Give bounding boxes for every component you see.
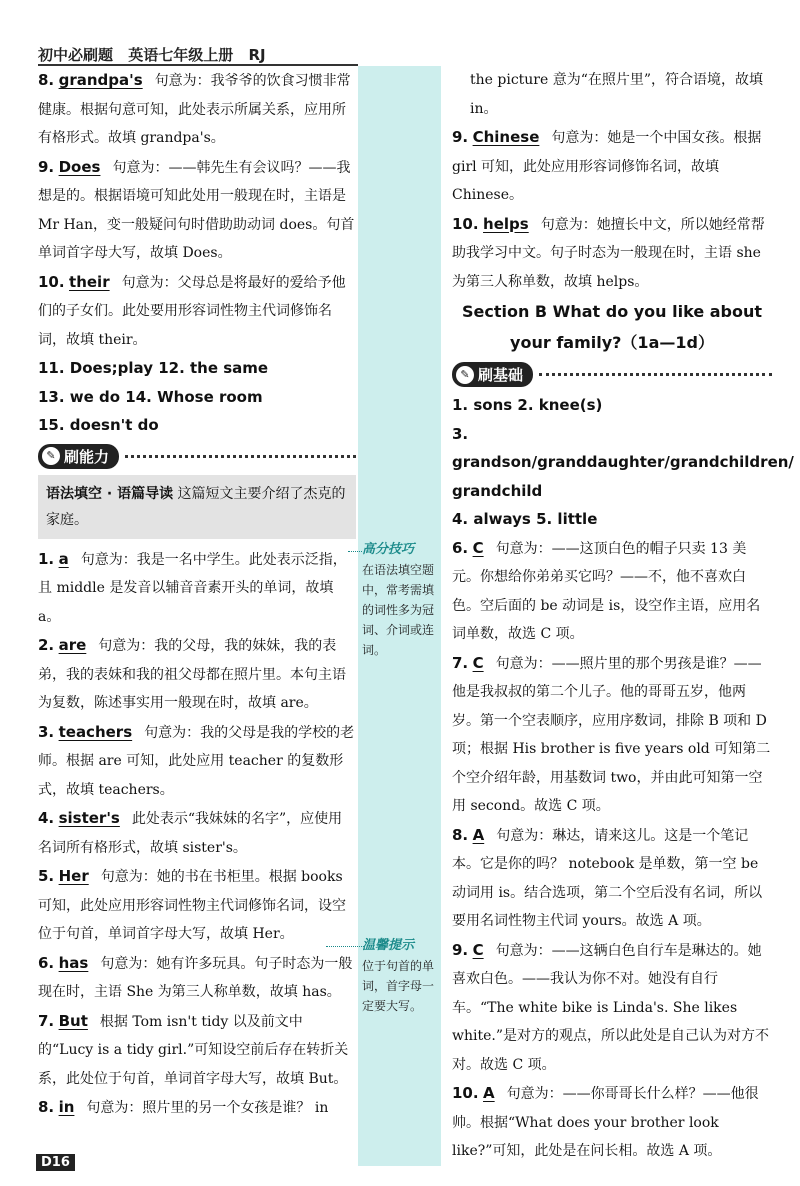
continued-text: the picture 意为“在照片里”，符合语境，故填 in。 (470, 72, 764, 117)
badge-ability: ✎ 刷能力 (38, 444, 119, 469)
item-number: 1. (38, 549, 55, 568)
tip-title: 高分技巧 (362, 542, 415, 557)
answer-item (452, 1079, 772, 1166)
item-number: 9. (38, 157, 55, 176)
section-head-ability (38, 444, 356, 469)
answer-item (38, 268, 356, 355)
item-explanation: 句意为：她的书在书柜里。根据 books 可知，此处应用形容词性物主代词修饰名词，设空位于句首，单词首字母大写，故填 Her。 (38, 869, 346, 942)
tip-high-score (362, 540, 440, 660)
answer-item (452, 936, 772, 1080)
answer-item (38, 1093, 356, 1123)
short-answer-line: 1. sons 2. knee(s) (452, 396, 603, 414)
short-answer-line: 13. we do 14. Whose room (38, 387, 263, 406)
item-explanation: 句意为：——你哥哥长什么样？——他很帅。根据“What does your brother look like?”可知，此处是在问长相。故选 A 项。 (452, 1086, 759, 1159)
section-head-basic (452, 362, 772, 387)
answer-item (452, 123, 772, 210)
item-answer: C (472, 653, 484, 672)
answer-item (38, 153, 356, 268)
answer-item (452, 210, 772, 297)
answer-item (452, 821, 772, 936)
tip-reminder (362, 936, 440, 1016)
tip-text: 位于句首的单词，首字母一定要大写。 (362, 959, 435, 1013)
item-number: 7. (38, 1011, 55, 1030)
dotted-rule (125, 455, 356, 458)
item-explanation: 句意为：——这辆白色自行车是琳达的。她喜欢白色。——我认为你不对。她没有自行车。“The white bike is Linda's. She likes white.”是对方的观点，所以此处是自己认为对方不对。故选 C 项。 (452, 942, 769, 1073)
item-explanation: 句意为：我是一名中学生。此处表示泛指，且 middle 是发音以辅音音素开头的单词，故填 a。 (38, 551, 347, 625)
item-answer: a (58, 549, 69, 568)
item-number: 5. (38, 867, 55, 885)
item-number: 10. (452, 214, 479, 233)
tip-arrow (326, 946, 362, 947)
item-number: 8. (38, 1098, 55, 1116)
item-answer: Does (58, 157, 101, 176)
item-explanation: 句意为：琳达，请来这儿。这是一个笔记本。它是你的吗？ notebook 是单数，第一空 be 动词用 is。结合选项，第二个空后没有名词，所以要用名词性物主代词 yours。故选 A 项。 (452, 827, 763, 929)
item-explanation: 句意为：——照片里的那个男孩是谁？——他是我叔叔的第二个儿子。他的哥哥五岁，他两岁。第一个空表顺序，应用序数词，排除 B 项和 D 项；根据 His brother is five years old 可知第二个空介绍年龄，用基数词 two，并由此可知第一空用 second。故选 C 项。 (452, 655, 771, 814)
badge-basic: ✎ 刷基础 (452, 362, 533, 387)
subject-title: 英语七年级上册 (128, 46, 234, 64)
answer-item (452, 534, 772, 649)
item-number: 9. (452, 128, 469, 146)
answer-item (38, 1007, 356, 1094)
item-answer: Chinese (472, 128, 540, 146)
answer-item (38, 862, 356, 949)
item-explanation: 句意为：我爷爷的饮食习惯非常健康。根据句意可知，此处表示所属关系，应用所有格形式。故填 grandpa's。 (38, 73, 351, 146)
pen-icon: ✎ (456, 366, 474, 384)
item-explanation: 句意为：她有许多玩具。句子时态为一般现在时，主语 She 为第三人称单数，故填 has。 (38, 955, 353, 1000)
answer-item (38, 631, 356, 718)
item-explanation: 句意为：她擅长中文，所以她经常帮助我学习中文。句子时态为一般现在时，主语 she 为第三人称单数，故填 helps。 (452, 216, 765, 290)
item-number: 6. (38, 953, 55, 972)
item-answer: has (58, 953, 89, 972)
passage-guide (38, 475, 356, 539)
book-title: 初中必刷题 (38, 46, 114, 64)
edition-label: RJ (248, 46, 266, 64)
tip-title: 温馨提示 (362, 938, 415, 953)
item-explanation: 句意为：——韩先生有会议吗？——我想是的。根据语境可知此处用一般现在时，主语是 Mr Han，变一般疑问句时借助助动词 does。句首单词首字母大写，故填 Does。 (38, 159, 355, 261)
item-answer: A (483, 1084, 495, 1102)
answer-item (38, 66, 356, 153)
short-answer-line: grandchild (452, 481, 543, 500)
answer-item (452, 649, 772, 821)
item-explanation: 句意为：——这顶白色的帽子只卖 13 美元。你想给你弟弟买它吗？——不，他不喜欢白色。空后面的 be 动词是 is，设空作主语，应用名词单数，故选 C 项。 (452, 540, 761, 642)
item-answer: grandpa's (58, 71, 143, 89)
item-answer: their (69, 272, 110, 291)
item-explanation: 句意为：我的父母是我的学校的老师。根据 are 可知，此处应用 teacher 的复数形式，故填 teachers。 (38, 724, 355, 798)
item-number: 4. (38, 809, 55, 827)
answer-item (38, 949, 356, 1007)
item-number: 10. (452, 1084, 479, 1102)
item-answer: helps (483, 214, 529, 233)
item-answer: Her (58, 867, 89, 885)
item-answer: are (58, 636, 87, 654)
item-explanation: 句意为：我的父母，我的妹妹，我的表弟，我的表妹和我的祖父母都在照片里。本句主语为复数，陈述事实用一般现在时，故填 are。 (38, 638, 346, 711)
item-number: 8. (452, 825, 469, 844)
item-number: 8. (38, 71, 55, 89)
pen-icon: ✎ (42, 447, 60, 465)
item-number: 10. (38, 272, 65, 291)
item-explanation: 句意为：父母总是将最好的爱给予他们的子女们。此处要用形容词性物主代词修饰名词，故填 their。 (38, 274, 346, 348)
short-answer-line: 15. doesn't do (38, 416, 159, 434)
short-answer-line: 4. always 5. little (452, 510, 598, 528)
tip-arrow (348, 551, 362, 552)
answer-item (38, 545, 356, 632)
item-number: 6. (452, 538, 469, 557)
item-number: 3. (38, 722, 55, 741)
item-answer: teachers (58, 722, 133, 741)
running-header (38, 44, 276, 65)
passage-tag: 语法填空 · 语篇导读 (46, 485, 174, 502)
dotted-rule (539, 373, 772, 376)
item-answer: C (472, 940, 484, 959)
item-explanation: 根据 Tom isn't tidy 以及前文中的“Lucy is a tidy girl.”可知设空前后存在转折关系，此处位于句首，单词首字母大写，故填 But。 (38, 1013, 349, 1087)
left-column (38, 66, 356, 1123)
short-answer-line: 11. Does;play 12. the same (38, 359, 269, 377)
item-explanation: 此处表示“我妹妹的名字”，应使用名词所有格形式，故填 sister's。 (38, 811, 343, 856)
section-title-line1: Section B What do you like about (461, 302, 763, 321)
item-answer: in (58, 1098, 75, 1116)
item-answer: sister's (58, 809, 120, 827)
page-number: D16 (36, 1154, 75, 1171)
item-answer: But (58, 1011, 88, 1030)
item-explanation: 句意为：照片里的另一个女孩是谁？ in (86, 1100, 329, 1116)
tip-text: 在语法填空题中，常考需填的词性多为冠词、介词或连词。 (362, 563, 435, 657)
item-answer: C (472, 538, 484, 557)
short-answer-line: 3. grandson/granddaughter/grandchildren/ (452, 424, 794, 471)
section-title-line2: your family?（1a—1d） (510, 333, 714, 352)
item-answer: A (472, 825, 485, 844)
answer-item (38, 718, 356, 805)
passage-text: 这篇短文主要介绍了杰克的家庭。 (46, 485, 346, 528)
item-explanation: 句意为：她是一个中国女孩。根据 girl 可知，此处应用形容词修饰名词，故填 Chinese。 (452, 130, 762, 203)
right-column (452, 66, 794, 1166)
item-number: 7. (452, 653, 469, 672)
answer-item (38, 804, 356, 862)
item-number: 2. (38, 636, 55, 654)
item-number: 9. (452, 940, 469, 959)
